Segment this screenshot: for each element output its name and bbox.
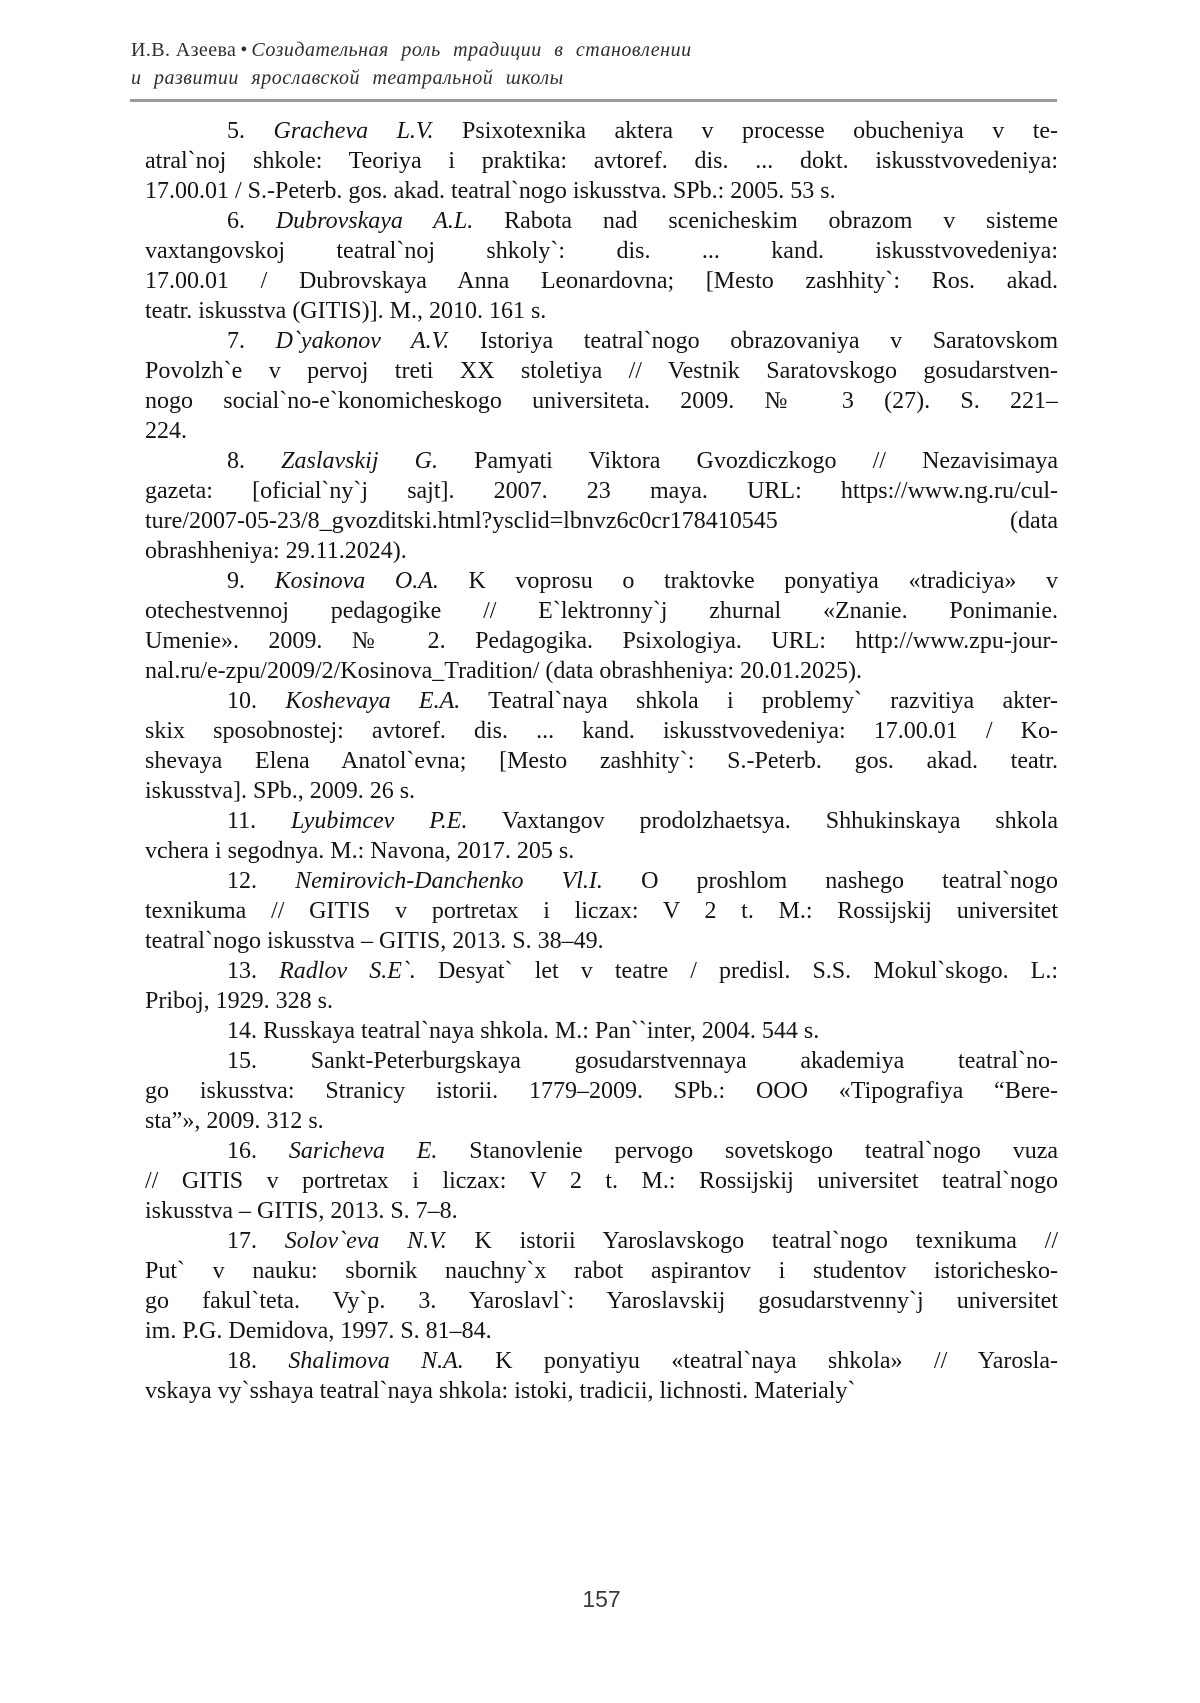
reference-line: vaxtangovskoj teatral`noj shkoly`: dis. ... kand. iskusstvovedeniya: — [145, 238, 1058, 264]
reference-author: Kosinova O.A. — [274, 568, 439, 594]
references-list — [145, 116, 1058, 1406]
reference-number: 15. — [227, 1048, 311, 1074]
reference-line: 17.00.01 / S.-Peterb. gos. akad. teatral`nogo iskusstva. SPb.: 2005. 53 s. — [145, 178, 836, 204]
reference-item — [145, 1046, 1058, 1136]
header-rule — [130, 99, 1057, 102]
reference-line: 15. Sankt-Peterburgskaya gosudarstvennaya akademiya teatral`no- — [227, 1048, 1058, 1074]
reference-item — [145, 206, 1058, 326]
reference-author: Dubrovskaya A.L. — [275, 208, 474, 234]
reference-line: 12. Nemirovich-Danchenko Vl.I. O proshlom nashego teatral`nogo — [227, 868, 1058, 894]
reference-line: Povolzh`e v pervoj treti XX stoletiya // Vestnik Saratovskogo gosudarstven- — [145, 358, 1058, 384]
reference-line: 18. Shalimova N.A. K ponyatiyu «teatral`naya shkola» // Yarosla- — [227, 1348, 1058, 1374]
page-number: 157 — [582, 1586, 621, 1612]
reference-author: Nemirovich-Danchenko Vl.I. — [295, 868, 603, 894]
reference-number: 11. — [227, 808, 292, 834]
reference-number: 6. — [227, 208, 276, 234]
reference-line: iskusstva]. SPb., 2009. 26 s. — [145, 778, 416, 804]
reference-number: 7. — [227, 328, 276, 354]
reference-line: 14. Russkaya teatral`naya shkola. M.: Pan``inter, 2004. 544 s. — [227, 1018, 820, 1044]
reference-item — [145, 686, 1058, 806]
reference-item — [145, 446, 1058, 566]
reference-line: nogo social`no-e`konomicheskogo universiteta. 2009. № 3 (27). S. 221– — [145, 388, 1058, 414]
reference-line: 5. Gracheva L.V. Psixotexnika aktera v processe obucheniya v te- — [227, 118, 1058, 144]
reference-number: 14. — [227, 1018, 263, 1044]
reference-item — [145, 1226, 1058, 1346]
reference-number: 13. — [227, 958, 280, 984]
reference-line: teatral`nogo iskusstva – GITIS, 2013. S. 38–49. — [145, 928, 604, 954]
reference-line: gazeta: [oficial`ny`j sajt]. 2007. 23 maya. URL: https://www.ng.ru/cul- — [145, 478, 1058, 504]
reference-item — [145, 1136, 1058, 1226]
header-line-1 — [131, 36, 1061, 64]
reference-line: sta”», 2009. 312 s. — [145, 1108, 324, 1134]
reference-item — [145, 116, 1058, 206]
reference-author: Koshevaya E.A. — [285, 688, 461, 714]
reference-author: Radlov S.E`. — [279, 958, 416, 984]
reference-line: vchera i segodnya. M.: Navona, 2017. 205 s. — [145, 838, 575, 864]
header-author: И.В. Азеева — [131, 39, 237, 61]
reference-item — [145, 1346, 1058, 1406]
reference-item — [145, 956, 1058, 1016]
reference-line: obrashheniya: 29.11.2024). — [145, 538, 407, 564]
reference-author: Zaslavskij G. — [281, 448, 438, 474]
reference-line: 9. Kosinova O.A. K voprosu o traktovke ponyatiya «tradiciya» v — [227, 568, 1058, 594]
reference-line: atral`noj shkole: Teoriya i praktika: avtoref. dis. ... dokt. iskusstvovedeniya: — [145, 148, 1058, 174]
reference-line: ture/2007-05-23/8_gvozditski.html?ysclid=lbnvz6c0cr178410545 (data — [145, 508, 1058, 534]
reference-line: 224. — [145, 418, 187, 444]
reference-item — [145, 326, 1058, 446]
reference-author: Shalimova N.A. — [288, 1348, 464, 1374]
reference-author: Solov`eva N.V. — [284, 1228, 447, 1254]
reference-line: 11. Lyubimcev P.E. Vaxtangov prodolzhaetsya. Shhukinskaya shkola — [227, 808, 1058, 834]
reference-line: 7. D`yakonov A.V. Istoriya teatral`nogo obrazovaniya v Saratovskom — [227, 328, 1058, 354]
reference-item — [145, 806, 1058, 866]
reference-line: 17.00.01 / Dubrovskaya Anna Leonardovna; [Mesto zashhity`: Ros. akad. — [145, 268, 1058, 294]
reference-line: // GITIS v portretax i liczax: V 2 t. M.: Rossijskij universitet teatral`nogo — [145, 1168, 1058, 1194]
reference-author: Lyubimcev P.E. — [291, 808, 468, 834]
reference-line: 13. Radlov S.E`. Desyat` let v teatre / predisl. S.S. Mokul`skogo. L.: — [227, 958, 1058, 984]
reference-line: nal.ru/e-zpu/2009/2/Kosinova_Tradition/ (data obrashheniya: 20.01.2025). — [145, 658, 862, 684]
reference-line: Priboj, 1929. 328 s. — [145, 988, 334, 1014]
header-title-line1: Созидательная роль традиции в становлении — [251, 39, 692, 61]
reference-line: 10. Koshevaya E.A. Teatral`naya shkola i problemy` razvitiya akter- — [227, 688, 1058, 714]
reference-line: 8. Zaslavskij G. Pamyati Viktora Gvozdiczkogo // Nezavisimaya — [227, 448, 1058, 474]
reference-line: 16. Saricheva E. Stanovlenie pervogo sovetskogo teatral`nogo vuza — [227, 1138, 1058, 1164]
reference-item — [145, 866, 1058, 956]
reference-author: Gracheva L.V. — [273, 118, 434, 144]
reference-number: 18. — [227, 1348, 289, 1374]
reference-line: shevaya Elena Anatol`evna; [Mesto zashhity`: S.-Peterb. gos. akad. teatr. — [145, 748, 1058, 774]
reference-line: vskaya vy`sshaya teatral`naya shkola: istoki, tradicii, lichnosti. Materialy` — [145, 1378, 856, 1404]
reference-number: 8. — [227, 448, 282, 474]
reference-line: 17. Solov`eva N.V. K istorii Yaroslavskogo teatral`nogo texnikuma // — [227, 1228, 1058, 1254]
reference-line: teatr. iskusstva (GITIS)]. M., 2010. 161 s. — [145, 298, 547, 324]
reference-line: go iskusstva: Stranicy istorii. 1779–2009. SPb.: OOO «Tipografiya “Bere- — [145, 1078, 1058, 1104]
header-separator-dot: • — [240, 39, 248, 61]
reference-line: Umenie». 2009. № 2. Pedagogika. Psixologiya. URL: http://www.zpu-jour- — [145, 628, 1058, 654]
reference-item — [145, 566, 1058, 686]
reference-item — [145, 1016, 1058, 1046]
reference-number: 9. — [227, 568, 275, 594]
reference-number: 5. — [227, 118, 274, 144]
reference-author: Saricheva E. — [288, 1138, 438, 1164]
reference-line: im. P.G. Demidova, 1997. S. 81–84. — [145, 1318, 492, 1344]
reference-line: texnikuma // GITIS v portretax i liczax: V 2 t. M.: Rossijskij universitet — [145, 898, 1058, 924]
reference-number: 17. — [227, 1228, 285, 1254]
reference-line: Put` v nauku: sbornik nauchny`x rabot aspirantov i studentov istorichesko- — [145, 1258, 1058, 1284]
reference-number: 10. — [227, 688, 286, 714]
reference-line: go fakul`teta. Vy`p. 3. Yaroslavl`: Yaroslavskij gosudarstvenny`j universitet — [145, 1288, 1058, 1314]
reference-line: skix sposobnostej: avtoref. dis. ... kand. iskusstvovedeniya: 17.00.01 / Ko- — [145, 718, 1058, 744]
header-title-line2: и развитии ярославской театральной школы — [131, 67, 564, 89]
reference-line: otechestvennoj pedagogike // E`lektronny`j zhurnal «Znanie. Ponimanie. — [145, 598, 1058, 624]
page-header — [131, 36, 1061, 92]
reference-number: 12. — [227, 868, 296, 894]
reference-line: 6. Dubrovskaya A.L. Rabota nad scenicheskim obrazom v sisteme — [227, 208, 1058, 234]
reference-number: 16. — [227, 1138, 289, 1164]
reference-author: D`yakonov A.V. — [275, 328, 450, 354]
reference-line: iskusstva – GITIS, 2013. S. 7–8. — [145, 1198, 458, 1224]
